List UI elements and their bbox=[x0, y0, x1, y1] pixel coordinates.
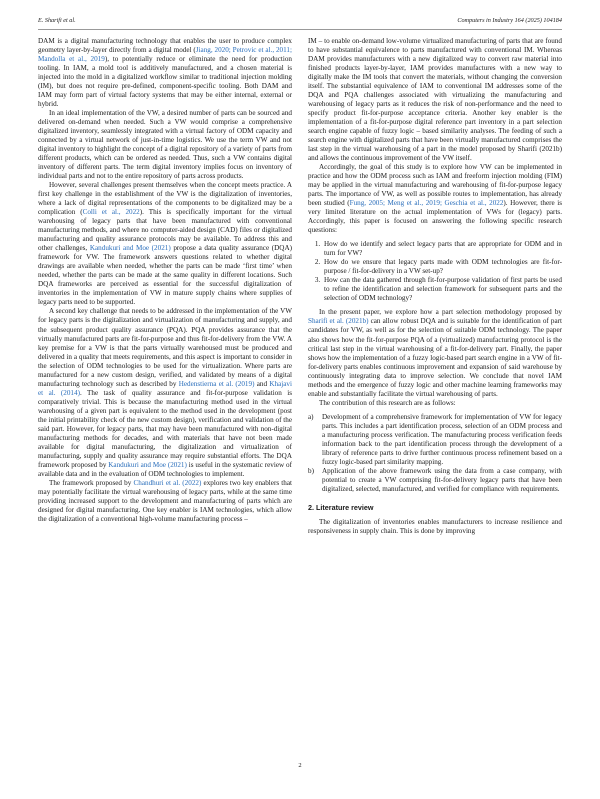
running-header bbox=[38, 17, 562, 28]
citation-link[interactable]: Khajavi et al. (2014) bbox=[38, 379, 292, 397]
page-number: 2 bbox=[298, 762, 302, 769]
citation-link[interactable]: Jiang, 2020; Petrovic et al., 2011; Mandolla et al., 2019 bbox=[38, 46, 292, 64]
list-item: 3. How can the data gathered through fit-for-purpose validation of first parts be used to refine the identification and selection framework for subsequent parts and the selection of ODM technology? bbox=[322, 276, 562, 303]
citation-link[interactable]: Chandhuri et al. (2022) bbox=[133, 478, 202, 487]
left-column bbox=[38, 37, 292, 524]
list-item: 2. How do we ensure that legacy parts made with ODM technologies are fit-for-purpose / fit-for-delivery in a VW set-up? bbox=[322, 258, 562, 276]
paragraph: A second key challenge that needs to be addressed in the implementation of the VW for legacy parts is the digitalization and virtualization of manufacturing and supply, and the subsequent product quality assurance (PQA). PQA provides assurance that the virtually manufactured parts are fit-for-purpose and thus fit-for-delivery from the VW. A key premise for a VW is that the parts virtually warehoused must be produced and delivered in a quality that meets requirements, and this aspect is important to consider in the selection of ODM technologies to be used for the virtualization. Where parts are manufactured for a new custom design, verified, and validated by means of a digital manufacturing technology such as described by Hedenstierna et al. (2019) and Khajavi et al. (2014). The task of quality assurance and fit-for-purpose validation is comparatively trivial. This is because the manufacturing method used in the virtual warehousing of a given part is equivalent to the method used in the development (post the initial printability check of the new custom design), verification and validation of the said part. However, for legacy parts, that may have been manufactured with non-digital manufacturing methods for decades, and with materials that have not been made available for digital manufacturing, the digitalization and virtualization of manufacturing, supply and quality assurance may require substantial efforts. The DQA framework proposed by Kandukuri and Moe (2021) is useful in the systematic review of available data and in the evaluation of ODM technologies to implement. bbox=[38, 307, 292, 478]
citation-link[interactable]: Kandukuri and Moe (2021) bbox=[108, 460, 187, 469]
right-column bbox=[308, 37, 562, 536]
paragraph: The digitalization of inventories enables manufacturers to increase resilience and responsiveness in supply chain. This is done by improving bbox=[308, 517, 562, 535]
paragraph: In an ideal implementation of the VW, a desired number of parts can be sourced and delivered on-demand when needed. Such a VW would comprise a comprehensive digitalized inventory, seamlessly integrated with a virtual factory of ODM capacity and connected by a virtual network of just-in-time logistics. We use the term VW and not digital inventory to highlight the concept of a digital repository of a variety of parts from different products, which can be ordered as needed. Thus, such a VW contains digital inventory of different parts. The term digital inventory implies focus on inventory of individual parts and not to the entire repository of parts across products. bbox=[38, 109, 292, 181]
list-marker: a) bbox=[308, 412, 314, 421]
citation-link[interactable]: Kandukuri and Moe (2021) bbox=[89, 244, 171, 253]
citation-link[interactable]: Fung, 2005; Meng et al., 2019; Geschia et al., 2022 bbox=[349, 199, 504, 208]
header-authors: E. Sharifi et al. bbox=[38, 17, 76, 24]
section-heading: 2. Literature review bbox=[308, 502, 374, 512]
paragraph: Accordingly, the goal of this study is to explore how VW can be implemented in practice and how the ODM process such as IAM and freeform injection molding (FIM) may be applied in the virtual manufacturing and warehousing of fit-for-purpose legacy parts. The importance of VW, as well as possible routes to implementation, has already been studied (Fung, 2005; Meng et al., 2019; Geschia et al., 2022). However, there is very limited literature on the actual implementation of VWs for (legacy) parts. Accordingly, this paper is focused on answering the following specific research questions: bbox=[308, 163, 562, 235]
paragraph: The contribution of this research are as follows: bbox=[319, 398, 456, 407]
citation-link[interactable]: Sharifi et al. (2021b) bbox=[308, 317, 369, 326]
list-item: b) Application of the above framework using the data from a case company, with potential to create a VW comprising fit-for-delivery legacy parts that have been digitalized, selected, manufactured, and verified for compliance with requirements. bbox=[308, 466, 562, 493]
paragraph: The framework proposed by Chandhuri et al. (2022) explores two key enablers that may potentially facilitate the virtual warehousing of legacy parts, while at the same time providing increased support to the development and manufacturing of parts which are designed for digital manufacturing. One key enabler is IAM technologies, which allow the digitalization of a conventional high-volume manufacturing process – bbox=[38, 478, 292, 523]
paragraph: However, several challenges present themselves when the concept meets practice. A first key challenge in the establishment of the VW is the digitalization of inventories, where a lack of digital representations of the components to be digitalized may be a complication (Colli et al., 2022). This is specifically important for the virtual warehousing of legacy parts that have been manufactured with conventional manufacturing methods, and where no computer-aided design (CAD) files or digitalized manufacturing and quality assurance protocols may be available. To address this and other challenges, Kandukuri and Moe (2021) propose a data quality assurance (DQA) framework for VW. The framework answers questions related to whether digital drawings are available when needed, whether the parts can be made ‘first time’ when needed, whether the parts can be made at the same quality in different locations. Such DQA frameworks are perceived as essential for the successful digitalization of inventories in the implementation of VW in mature supply chains where supplies of legacy parts need to be supported. bbox=[38, 181, 292, 307]
contributions-list bbox=[308, 413, 562, 494]
citation-link[interactable]: Colli et al., 2022 bbox=[82, 208, 140, 217]
citation-link[interactable]: Hedenstierna et al. (2019) bbox=[178, 379, 255, 388]
research-questions-list bbox=[308, 240, 562, 303]
paragraph: In the present paper, we explore how a part selection methodology proposed by Sharifi et al. (2021b) can allow robust DQA and is suitable for the identification of part candidates for VW, as well as for the selection of suitable ODM technology. The paper also shows how the fit-for-purpose PQA of a (virtualized) manufacturing protocol is the critical last step in the virtual warehousing of a fit-for-delivery part. Finally, the paper shows how the implementation of a fuzzy logic-based part search engine in a VW of fit-for-delivery parts enables continuous improvement and expansion of said warehouse by continuously integrating data to improve selection. We conclude that novel IAM methods and the emergence of fuzzy logic and other machine learning frameworks may enable and substantially facilitate the virtual warehousing of parts. bbox=[308, 308, 562, 398]
header-rule bbox=[38, 29, 562, 30]
list-item: 1. How do we identify and select legacy parts that are appropriate for ODM and in turn for VW? bbox=[322, 240, 562, 258]
header-journal-link[interactable]: Computers in Industry 164 (2025) 104184 bbox=[457, 17, 562, 24]
paragraph: DAM is a digital manufacturing technology that enables the user to produce complex geometry layer-by-layer directly from a digital model (Jiang, 2020; Petrovic et al., 2011; Mandolla et al., 2019), to potentially reduce or eliminate the need for production tooling. In IAM, a mold tool is additively manufactured, and a chosen material is injected into the mold in a digitalized workflow similar to traditional injection molding (IM), but does not require pre-defined, component-specific tooling. Both DAM and IAM may form part of virtual factory systems that may be either internal, external or hybrid. bbox=[38, 37, 292, 109]
paragraph: IM – to enable on-demand low-volume virtualized manufacturing of parts that are found to have substantial equivalence to parts manufactured with conventional IM. Whereas DAM provides manufacturers with a new digitalized way to convert raw material into finished products layer-by-layer, IAM provides manufactures with a new way to digitally make the IM tools that convert the materials, without changing the conversion itself. The substantial equivalence of IAM to conventional IM addresses some of the DQA and PQA challenges associated with virtualizing the manufacturing and warehousing of legacy parts as it reduces the risk of non-performance and the need to specify product fit-for-purpose acceptance criteria. Another key enabler is the implementation of a fit-for-purpose digital reference part inventory in a part selection search engine capable of fuzzy logic – based similarity analyses. The feeding of such a search engine with digitalized parts that have been virtually manufactured comprises the last step in the virtual warehousing of a part in the model proposed by Sharifi (2021b) and allows the continuous improvement of the VW itself. bbox=[308, 37, 562, 163]
list-marker: b) bbox=[308, 466, 314, 475]
list-item: a) Development of a comprehensive framework for implementation of VW for legacy parts. This includes a part identification process, selection of an ODM process and a manufacturing process verification. The manufacturing process verification feeds information back to the part identification process through the development of a library of reference parts to drive further continuous process refinement based on a fuzzy logic-based part similarity mapping. bbox=[308, 412, 562, 466]
